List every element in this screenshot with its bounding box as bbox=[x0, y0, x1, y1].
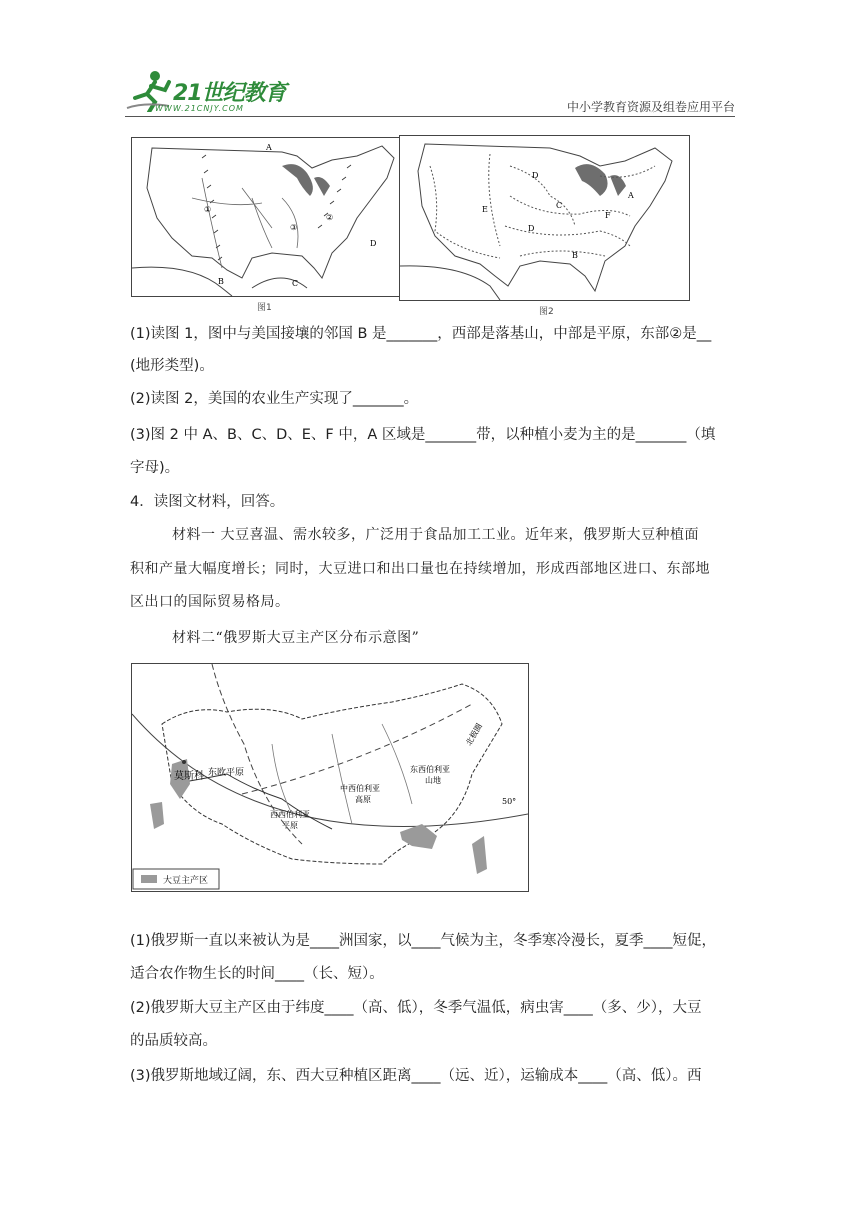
label-east-siberian-1: 东西伯利亚 bbox=[410, 765, 450, 774]
q4-sub3-line-1: (3)俄罗斯地域辽阔，东、西大豆种植区距离____（远、近），运输成本____（高、低）。西 bbox=[130, 1068, 702, 1084]
material-2-title: 材料二“俄罗斯大豆主产区分布示意图” bbox=[172, 630, 420, 646]
q4-sub1-line-2: 适合农作物生长的时间____（长、短）。 bbox=[130, 966, 384, 982]
figure-2-map bbox=[399, 135, 690, 301]
q4-sub2-line-1: (2)俄罗斯大豆主产区由于纬度____（高、低），冬季气温低，病虫害____（多、少），大豆 bbox=[130, 1000, 702, 1016]
fig2-label-c: C bbox=[556, 201, 563, 210]
label-east-european-plain: 东欧平原 bbox=[208, 768, 245, 778]
q4-sub2-line-2: 的品质较高。 bbox=[130, 1033, 217, 1049]
figure-1-caption: 图1 bbox=[257, 303, 272, 313]
fig1-label-3: ③ bbox=[290, 223, 298, 232]
logo-text: 21世纪教育 bbox=[173, 81, 286, 106]
platform-name: 中小学教育资源及组卷应用平台 bbox=[566, 100, 735, 114]
logo-url: WWW.21CNJY.COM bbox=[155, 104, 244, 113]
label-west-siberian-2: 平原 bbox=[282, 821, 298, 830]
legend-swatch bbox=[141, 875, 157, 883]
fig1-label-d: D bbox=[370, 239, 377, 248]
fig2-label-f: F bbox=[605, 211, 611, 220]
label-central-siberian-2: 高原 bbox=[355, 795, 371, 804]
header-divider bbox=[125, 116, 735, 117]
moscow-marker-icon bbox=[182, 760, 186, 764]
material-1-line-3: 区出口的国际贸易格局。 bbox=[130, 594, 290, 610]
fig1-label-b: B bbox=[218, 277, 224, 286]
q3-line-3: (2)读图 2，美国的农业生产实现了_______。 bbox=[130, 391, 419, 407]
label-east-siberian-2: 山地 bbox=[425, 776, 441, 785]
q3-line-2: (地形类型)。 bbox=[130, 358, 214, 374]
q4-sub1-line-1: (1)俄罗斯一直以来被认为是____洲国家，以____气候为主，冬季寒冷漫长，夏季____短促， bbox=[130, 933, 717, 949]
soy-region-east bbox=[400, 824, 437, 849]
q3-line-4: (3)图 2 中 A、B、C、D、E、F 中，A 区域是_______带，以种植小麦为主的是_______（填 bbox=[130, 427, 716, 443]
russia-soybean-map bbox=[131, 663, 529, 892]
label-arctic-circle: 北极圈 bbox=[464, 721, 484, 748]
label-central-siberian-1: 中西伯利亚 bbox=[340, 784, 380, 793]
figure-2-caption: 图2 bbox=[539, 307, 554, 317]
page-header bbox=[125, 62, 735, 118]
legend-label: 大豆主产区 bbox=[163, 876, 209, 886]
fig1-label-2: ② bbox=[326, 213, 334, 222]
q3-line-1: (1)读图 1，图中与美国接壤的邻国 B 是_______，西部是落基山，中部是平原，东部②是__ bbox=[130, 326, 712, 342]
fig1-label-c: C bbox=[292, 279, 299, 288]
fig2-label-d-north: D bbox=[532, 171, 539, 180]
fig2-label-d-south: D bbox=[528, 224, 535, 233]
logo bbox=[125, 68, 295, 116]
material-1-line-1: 材料一 大豆喜温、需水较多，广泛用于食品加工工业。近年来，俄罗斯大豆种植面 bbox=[172, 527, 699, 543]
q4-title: 4．读图文材料，回答。 bbox=[130, 494, 285, 510]
material-1-line-2: 积和产量大幅度增长；同时，大豆进口和出口量也在持续增加，形成西部地区进口、东部地 bbox=[130, 561, 710, 577]
figure-1-map bbox=[131, 137, 400, 297]
fig2-label-b: B bbox=[572, 251, 578, 260]
fig1-label-a: A bbox=[266, 143, 272, 152]
fig1-label-1: ① bbox=[204, 205, 212, 214]
label-latitude: 50° bbox=[502, 797, 517, 806]
fig2-label-e: E bbox=[482, 205, 488, 214]
soy-region-belarus bbox=[150, 802, 164, 829]
q3-line-5: 字母)。 bbox=[130, 460, 180, 476]
soy-region-coast bbox=[472, 836, 487, 874]
fig2-label-a: A bbox=[628, 191, 634, 200]
label-moscow: 莫斯科 bbox=[174, 771, 204, 782]
label-west-siberian-1: 西西伯利亚 bbox=[270, 810, 310, 819]
